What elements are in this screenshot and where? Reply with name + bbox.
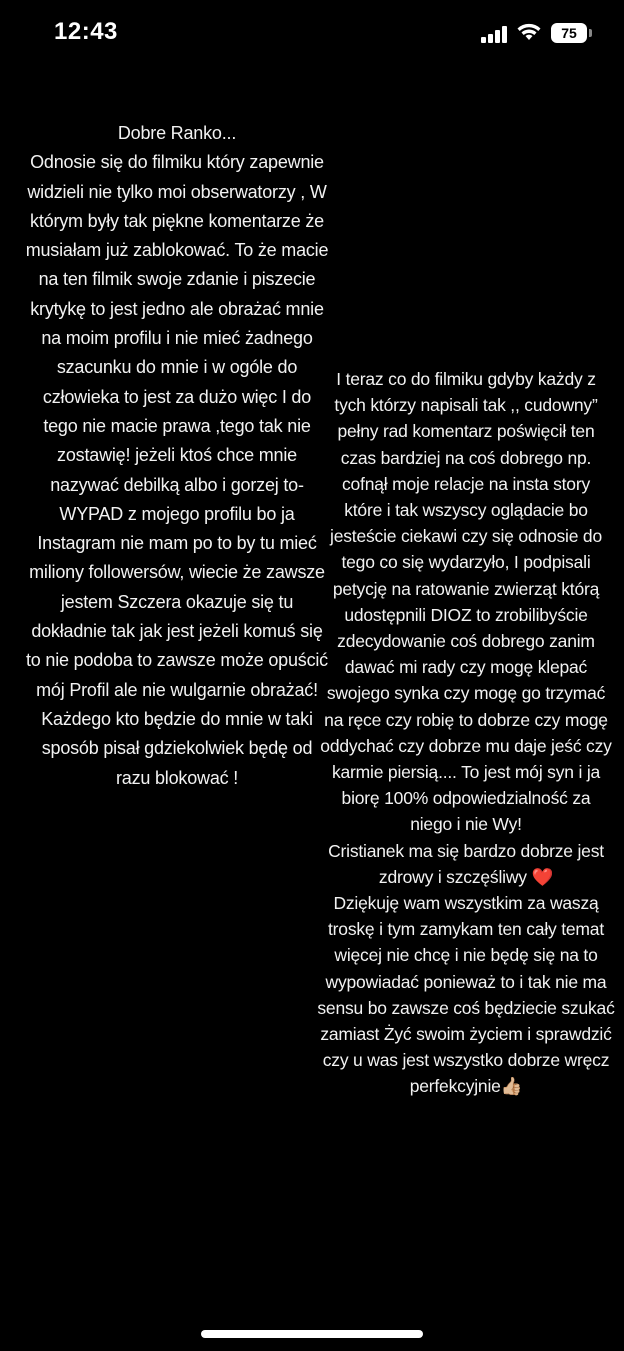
story-text-right: I teraz co do filmiku gdyby każdy z tych którzy napisali tak ,, cudowny” pełny rad komentarz poświęcił ten czas bardziej na coś dobrego np. cofnął moje relacje na insta story które i tak wszyscy oglądacie bo jesteście ciekawi czy się odnosie do tego co się wydarzyło, I podpisali petycję na ratowanie zwierząt którą udostępnili DIOZ to zrobilibyście zdecydowanie coś dobrego zanim dawać mi rady czy mogę klepać swojego synka czy mogę go trzymać na ręce czy robię to dobrze czy mogę oddychać czy dobrze mu daje jeść czy karmie piersią.... To jest mój syn i ja biorę 100% odpowiedzialność za niego i nie Wy! Cristianek ma się bardzo dobrze jest zdrowy i szczęśliwy ❤️ Dziękuję wam wszystkim za waszą troskę i tym zamykam ten cały temat więcej nie chcę i nie będę się na to wypowiadać ponieważ to i tak nie ma sensu bo zawsze coś będziecie szukać zamiast Żyć swoim życiem i sprawdzić czy u was jest wszystko dobrze wręcz perfekcyjnie👍🏼: [317, 369, 615, 1097]
status-bar: [0, 0, 624, 70]
cellular-signal-icon: [481, 25, 507, 43]
status-time: 12:43: [54, 18, 118, 45]
battery-icon: 75: [551, 23, 587, 43]
story-text-left: Dobre Ranko... Odnosie się do filmiku który zapewnie widzieli nie tylko moi obserwatorzy , W którym były tak piękne komentarze że musiałam już zablokować. To że macie na ten filmik swoje zdanie i piszecie krytykę to jest jedno ale obrażać mnie na moim profilu i nie mieć żadnego szacunku do mnie i w ogóle do człowieka to jest za dużo więc I do tego nie macie prawa ,tego tak nie zostawię! jeżeli ktoś chce mnie nazywać debilką albo i gorzej to- WYPAD z mojego profilu bo ja Instagram nie mam po to by tu mieć miliony followersów, wiecie że zawsze jestem Szczera okazuje się tu dokładnie tak jak jest jeżeli komuś się to nie podoba to zawsze może opuścić mój Profil ale nie wulgarnie obrażać! Każdego kto będzie do mnie w taki sposób pisał gdziekolwiek będę od razu blokować !: [25, 123, 329, 788]
home-indicator[interactable]: [201, 1330, 423, 1338]
wifi-icon: [516, 22, 542, 42]
battery-cap: [589, 29, 592, 37]
